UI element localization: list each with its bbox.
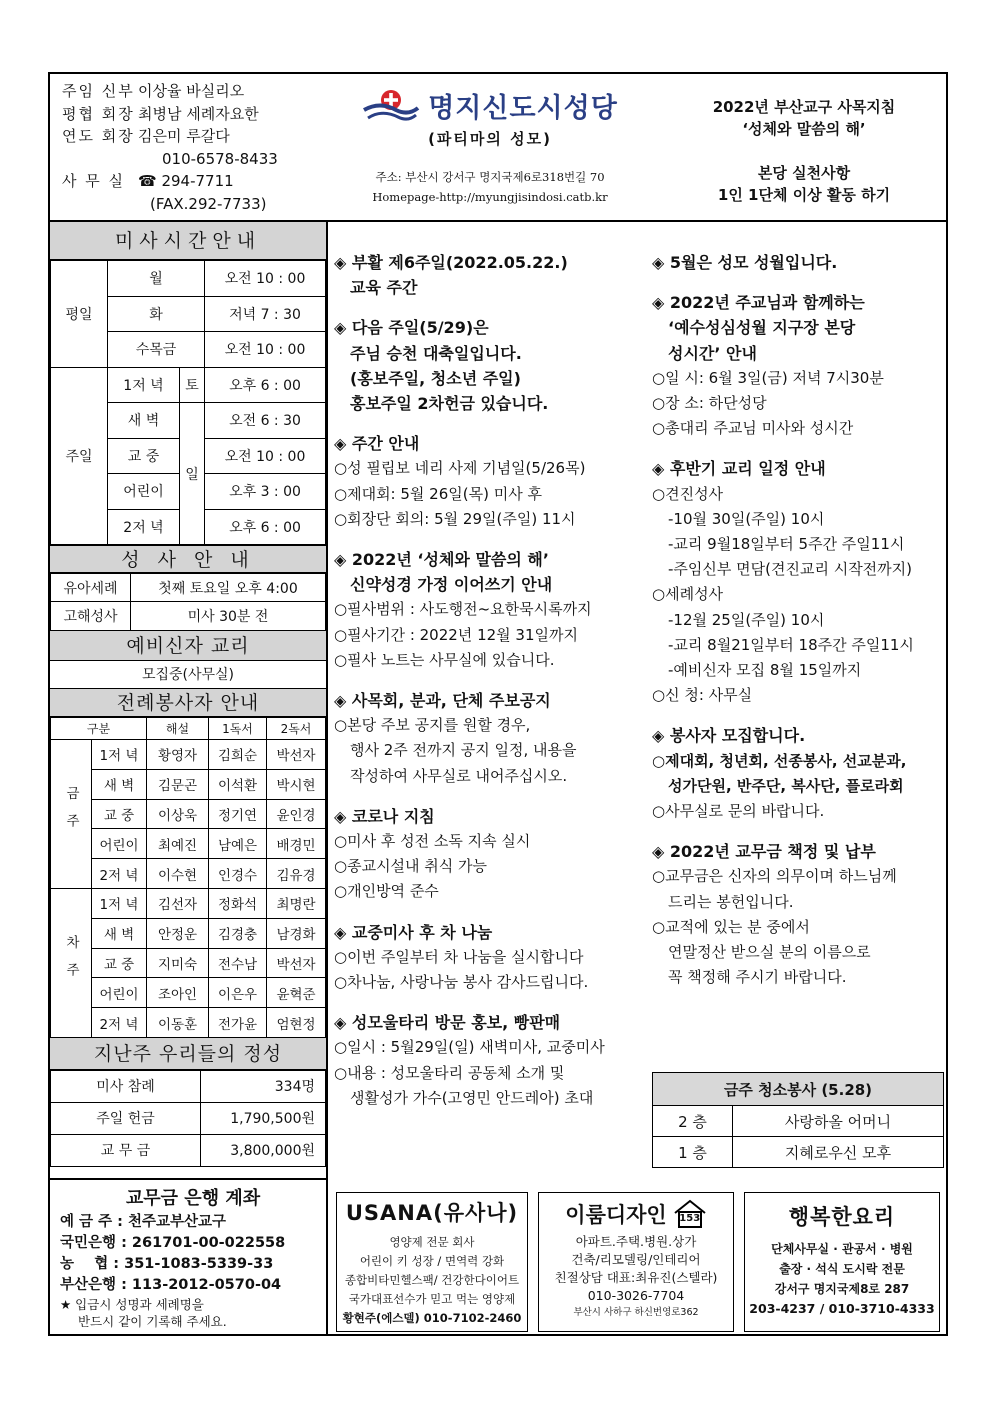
server-name: 전가윤 [209, 1008, 267, 1038]
ad-line: 국가대표선수가 믿고 먹는 영양제 [348, 1292, 516, 1306]
server-name: 김유경 [267, 859, 326, 889]
bank-note: 반드시 같이 기록해 주세요. [78, 1314, 227, 1329]
server-name: 조아인 [147, 978, 209, 1008]
sacrament-time: 미사 30분 전 [131, 602, 326, 631]
offering-value: 3,800,000원 [201, 1134, 326, 1166]
notice-line: ○총대리 주교님 미사와 성시간 [652, 419, 854, 438]
notice-line: ○신 청: 사무실 [652, 686, 753, 705]
notice-line: ○세례성사 [652, 585, 724, 604]
notice-heading: 신약성경 가정 이어쓰기 안내 [350, 575, 553, 595]
offering-label: 미사 참례 [51, 1070, 201, 1102]
mass-name: 2저 녁 [108, 509, 180, 545]
server-name: 김경충 [209, 918, 267, 948]
notice-line: ○종교시설내 취식 가능 [334, 857, 488, 876]
notice-heading: 성시간’ 안내 [668, 343, 757, 363]
notice-line: ○성 필립보 네리 사제 기념일(5/26목) [334, 459, 586, 478]
mass-time: 오전 10 : 00 [205, 261, 326, 297]
cleaning-floor: 2 층 [653, 1106, 733, 1137]
ad-title: 이룸디자인 [565, 1203, 667, 1227]
notices-area [330, 222, 946, 1336]
left-column [50, 222, 328, 1336]
mass-times-title: 미사시간안내 [50, 222, 326, 260]
notice-line: ○필사기간 : 2022년 12월 31일까지 [334, 625, 578, 644]
server-mass: 어린이 [92, 829, 147, 859]
cleaning-group: 지혜로우신 모후 [733, 1137, 944, 1168]
house-icon [673, 1199, 707, 1229]
weekday-label: 평일 [51, 261, 108, 368]
notice-spacer [652, 824, 944, 839]
ad-line: 아파트.주택.병원.상가 [575, 1234, 697, 1249]
sacrament-name: 고해성사 [51, 602, 131, 631]
notice-line: ○일시 : 5월29일(일) 새벽미사, 교중미사 [334, 1038, 605, 1057]
notice-heading: ◈ 봉사자 모집합니다. [652, 726, 806, 746]
offering-label: 교 무 금 [51, 1134, 201, 1166]
staff-value: 최병남 세례자요한 [138, 104, 259, 123]
notice-line: ○본당 주보 공지를 원할 경우, [334, 716, 531, 735]
bulletin-header [50, 74, 946, 222]
catechumen-title: 예비신자 교리 [50, 631, 326, 661]
server-mass: 2저 녁 [92, 859, 147, 889]
bulletin-page [48, 72, 948, 1336]
server-name: 인경수 [209, 859, 267, 889]
server-name: 이은우 [209, 978, 267, 1008]
notice-line: -교리 8월21일부터 18주간 주일11시 [668, 635, 914, 654]
notice-line: ○이번 주일부터 차 나눔을 실시합니다 [334, 947, 584, 966]
mass-day: 토 [180, 367, 205, 403]
church-homepage[interactable]: Homepage-http://myungjisindosi.catb.kr [372, 190, 608, 204]
staff-phone: 010-6578-8433 [162, 149, 278, 168]
notice-heading: ‘예수성심성월 지구장 본당 [668, 318, 856, 338]
server-mass: 2저 녁 [92, 1008, 147, 1038]
ad-irum-design [538, 1192, 734, 1332]
mass-time: 오후 6 : 00 [205, 509, 326, 545]
guideline-line: ‘성체와 말씀의 해’ [742, 120, 866, 138]
next-week-label: 차주 [51, 888, 92, 1037]
notice-heading: ◈ 코로나 지침 [334, 806, 435, 826]
mass-time: 오전 10 : 00 [205, 438, 326, 474]
notice-spacer [652, 275, 944, 290]
guideline-line: 2022년 부산교구 사목지침 [712, 98, 896, 116]
offering-title: 지난주 우리들의 정성 [50, 1038, 326, 1070]
mass-name: 1저 녁 [108, 367, 180, 403]
server-mass: 교 중 [92, 948, 147, 978]
notice-line: ○필사범위 : 사도행전~요한묵시록까지 [334, 600, 592, 619]
bank-line: 예 금 주 : 천주교부산교구 [60, 1214, 227, 1230]
notices-column-2 [652, 250, 944, 990]
offering-label: 주일 헌금 [51, 1102, 201, 1134]
ad-line: 010-3026-7704 [587, 1288, 685, 1303]
cleaning-floor: 1 층 [653, 1137, 733, 1168]
mass-time: 저녁 7 : 30 [205, 296, 326, 332]
server-mass: 1저 녁 [92, 740, 147, 770]
cleaning-group: 사랑하올 어머니 [733, 1106, 944, 1137]
ad-line: 출장 · 석식 도시락 전문 [779, 1262, 905, 1276]
notice-heading: ◈ 사목회, 분과, 단체 주보공지 [334, 691, 551, 711]
staff-label: 주임 신부 [62, 82, 135, 100]
server-name: 전수남 [209, 948, 267, 978]
servers-header: 2독서 [267, 718, 326, 740]
church-address: 주소: 부산시 강서구 명지국제6로318번길 70 [375, 170, 605, 184]
catechumen-status: 모집중(사무실) [50, 661, 326, 689]
ad-line: 영양제 전문 회사 [389, 1235, 475, 1249]
notice-line: -교리 9월18일부터 5주간 주일11시 [668, 535, 905, 554]
church-logo-block [330, 84, 650, 204]
staff-fax: (FAX.292-7733) [150, 194, 267, 213]
server-name: 박시현 [267, 769, 326, 799]
notice-heading: ◈ 교중미사 후 차 나눔 [334, 922, 493, 942]
server-name: 윤혁준 [267, 978, 326, 1008]
notice-spacer [334, 789, 634, 804]
ad-line: 203-4237 / 010-3710-4333 [749, 1301, 935, 1316]
mass-day: 월 [108, 261, 205, 297]
offering-value: 1,790,500원 [201, 1102, 326, 1134]
server-name: 이동훈 [147, 1008, 209, 1038]
server-mass: 새 벽 [92, 769, 147, 799]
notice-line: ○견진성사 [652, 484, 724, 503]
mass-time: 오전 10 : 00 [205, 332, 326, 368]
notice-spacer [334, 995, 634, 1010]
ad-line: 친절상담 대표:최유진(스텔라) [554, 1270, 718, 1285]
ad-line: 단체사무실 · 관공서 · 병원 [771, 1242, 913, 1256]
server-name: 이석환 [209, 769, 267, 799]
servers-table [50, 717, 326, 1038]
notice-line: ○미사 후 성전 소독 지속 실시 [334, 832, 531, 851]
server-name: 황영자 [147, 740, 209, 770]
notice-line: 연말정산 받으실 분의 이름으로 [668, 943, 871, 962]
notice-heading: ◈ 성모울타리 방문 홍보, 빵판매 [334, 1013, 561, 1033]
mass-name: 새 벽 [108, 403, 180, 439]
sacrament-name: 유아세례 [51, 574, 131, 602]
server-name: 박선자 [267, 740, 326, 770]
servers-header: 1독서 [209, 718, 267, 740]
bank-line: 농 협 : 351-1083-5339-33 [60, 1256, 274, 1272]
notice-line: ○제대회, 청년회, 선종봉사, 선교분과, [652, 751, 907, 770]
notice-line: 생활성가 가수(고영민 안드레아) 초대 [350, 1088, 594, 1107]
server-name: 박선자 [267, 948, 326, 978]
notice-line: 성가단원, 반주단, 복사단, 플로라회 [668, 776, 904, 795]
church-subtitle: (파티마의 성모) [428, 130, 552, 148]
notice-heading: ◈ 후반기 교리 일정 안내 [652, 459, 826, 479]
notice-line: ○내용 : 성모울타리 공동체 소개 및 [334, 1063, 565, 1082]
notice-heading: 교육 주간 [350, 278, 418, 298]
cross-logo-icon [362, 84, 420, 126]
server-name: 윤인경 [267, 799, 326, 829]
staff-label: 연도 회장 [62, 127, 135, 145]
mass-time: 오전 6 : 30 [205, 403, 326, 439]
mass-day: 화 [108, 296, 205, 332]
staff-label: 사 무 실 [62, 172, 126, 190]
notice-spacer [334, 673, 634, 688]
notice-heading: ◈ 2022년 ‘성체와 말씀의 해’ [334, 550, 549, 570]
notice-line: -예비신자 모집 8월 15일까지 [668, 661, 862, 680]
notice-spacer [652, 708, 944, 723]
sacrament-time: 첫째 토요일 오후 4:00 [131, 574, 326, 602]
notice-line: ○일 시: 6월 3일(금) 저녁 7시30분 [652, 368, 884, 387]
offering-value: 334명 [201, 1070, 326, 1102]
staff-value: ☎ 294-7711 [138, 172, 234, 190]
cleaning-table [652, 1072, 944, 1168]
ad-line: 종합비타민헬스팩/ 건강한다이어트 [344, 1273, 520, 1287]
bank-account-box [50, 1178, 326, 1336]
sacrament-table [50, 573, 326, 631]
notice-line: -10월 30일(주일) 10시 [668, 509, 825, 528]
mass-time: 오후 6 : 00 [205, 367, 326, 403]
server-name: 이상욱 [147, 799, 209, 829]
notice-line: -12월 25일(주일) 10시 [668, 610, 825, 629]
server-name: 김문곤 [147, 769, 209, 799]
ad-title: 행복한요리 [788, 1205, 896, 1229]
staff-info [62, 80, 278, 215]
ad-title: USANA(유사나) [345, 1201, 519, 1225]
server-mass: 어린이 [92, 978, 147, 1008]
sunday-label: 주일 [51, 367, 108, 545]
pastoral-guideline [664, 96, 944, 206]
church-name: 명지신도시성당 [428, 92, 618, 124]
notice-line: 드리는 봉헌입니다. [668, 892, 794, 911]
bank-line: 국민은행 : 261701-00-022558 [60, 1235, 286, 1251]
notice-heading: ◈ 부활 제6주일(2022.05.22.) [334, 253, 568, 272]
ad-line: 어린이 키 성장 / 면역력 강화 [359, 1254, 505, 1268]
server-name: 배경민 [267, 829, 326, 859]
notice-line: -주임신부 면담(견진교리 시작전까지) [668, 560, 913, 579]
notice-heading: 주님 승천 대축일입니다. [350, 343, 522, 363]
notice-spacer [652, 441, 944, 456]
notice-heading: 홍보주일 2차헌금 있습니다. [350, 394, 549, 414]
notice-line: ○교무금은 신자의 의무이며 하느님께 [652, 867, 897, 886]
server-name: 김선자 [147, 888, 209, 918]
offering-table [50, 1070, 326, 1167]
notice-spacer [334, 905, 634, 920]
sunday-day: 일 [180, 403, 205, 545]
server-name: 남경화 [267, 918, 326, 948]
ad-line: 부산시 사하구 하신번영로362 [573, 1307, 699, 1318]
sacrament-title: 성 사 안 내 [50, 545, 326, 573]
notice-line: ○회장단 회의: 5월 29일(주일) 11시 [334, 509, 576, 528]
notice-heading: (홍보주일, 청소년 주일) [350, 368, 521, 388]
server-name: 엄현정 [267, 1008, 326, 1038]
notice-line: 꼭 책정해 주시기 바랍니다. [668, 968, 847, 987]
server-name: 이수현 [147, 859, 209, 889]
ad-happy-cooking [744, 1192, 940, 1332]
mass-time: 오후 3 : 00 [205, 474, 326, 510]
cleaning-title: 금주 청소봉사 (5.28) [653, 1073, 944, 1106]
notice-line: ○교적에 있는 분 중에서 [652, 917, 810, 936]
notice-line: 작성하여 사무실로 내어주십시오. [350, 766, 568, 785]
staff-value: 김은미 루갈다 [138, 127, 230, 145]
mass-name: 어린이 [108, 474, 180, 510]
server-mass: 교 중 [92, 799, 147, 829]
server-name: 남예은 [209, 829, 267, 859]
notice-spacer [334, 416, 634, 431]
mass-day: 수목금 [108, 332, 205, 368]
bank-note: ★ 입금시 성명과 세례명을 [60, 1297, 204, 1312]
server-name: 지미숙 [147, 948, 209, 978]
notice-heading: ◈ 주간 안내 [334, 434, 420, 454]
notice-heading: ◈ 2022년 교무금 책정 및 납부 [652, 842, 876, 862]
guideline-line: 본당 실천사항 [757, 164, 851, 182]
notices-column-1 [334, 250, 634, 1111]
server-mass: 새 벽 [92, 918, 147, 948]
server-name: 정화석 [209, 888, 267, 918]
staff-value: 이상율 바실리오 [138, 82, 245, 100]
notice-line: 행사 2주 전까지 공지 일정, 내용을 [350, 741, 577, 760]
notice-heading: ◈ 2022년 주교님과 함께하는 [652, 293, 865, 313]
bank-line: 부산은행 : 113-2012-0570-04 [60, 1277, 282, 1293]
notice-heading: ◈ 다음 주일(5/29)은 [334, 318, 489, 338]
server-name: 정기연 [209, 799, 267, 829]
notice-line: ○제대회: 5월 26일(목) 미사 후 [334, 484, 542, 503]
notice-line: ○차나눔, 사랑나눔 봉사 감사드립니다. [334, 973, 589, 992]
ad-usana [336, 1192, 528, 1332]
mass-name: 교 중 [108, 438, 180, 474]
bank-title: 교무금 은행 계좌 [125, 1188, 261, 1209]
server-name: 안정운 [147, 918, 209, 948]
notice-line: ○장 소: 하단성당 [652, 394, 767, 413]
notice-line: ○필사 노트는 사무실에 있습니다. [334, 650, 555, 669]
server-name: 최예진 [147, 829, 209, 859]
guideline-line: 1인 1단체 이상 활동 하기 [717, 186, 891, 204]
mass-times-table [50, 260, 326, 545]
house-badge: 153 [679, 1213, 701, 1224]
guideline-spacer [664, 140, 944, 162]
servers-header: 구분 [51, 718, 147, 740]
servers-header: 해설 [147, 718, 209, 740]
notice-spacer [334, 532, 634, 547]
server-mass: 1저 녁 [92, 888, 147, 918]
notice-line: ○개인방역 준수 [334, 882, 439, 901]
ad-line: 건축/리모델링/인테리어 [571, 1252, 701, 1267]
ad-line: 강서구 명지국제8로 287 [774, 1282, 910, 1296]
this-week-label: 금주 [51, 740, 92, 889]
staff-label: 평협 회장 [62, 104, 135, 123]
notice-spacer [334, 300, 634, 315]
server-name: 최명란 [267, 888, 326, 918]
server-name: 김희순 [209, 740, 267, 770]
notice-line: ○사무실로 문의 바랍니다. [652, 802, 825, 821]
notice-heading: ◈ 5월은 성모 성월입니다. [652, 253, 838, 272]
ad-line: 황현주(에스델) 010-7102-2460 [342, 1311, 522, 1325]
servers-title: 전례봉사자 안내 [50, 689, 326, 717]
